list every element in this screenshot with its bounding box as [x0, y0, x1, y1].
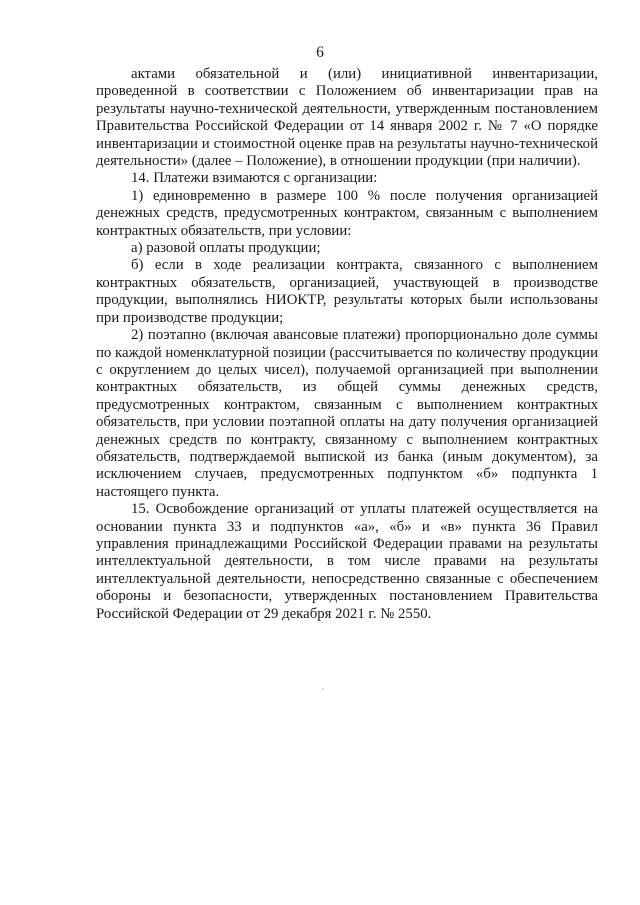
scan-speck — [322, 688, 324, 690]
paragraph-14-item-1b: б) если в ходе реализации контракта, связанного с выполнением контрактных обязательств, организацией, участвующей в производстве продукции, выполнялись НИОКТР, результаты которых были использованы при производстве продукции; — [96, 257, 598, 326]
document-body — [96, 66, 598, 623]
paragraph-14-item-1: 1) единовременно в размере 100 % после получения организацией денежных средств, предусмотренных контрактом, связанным с выполнением контрактных обязательств, при условии: — [96, 187, 598, 239]
page-number: 6 — [316, 44, 324, 61]
paragraph-inventory-acts: актами обязательной и (или) инициативной инвентаризации, проведенной в соответствии с Положением об инвентаризации прав на результаты научно-технической деятельности, утвержденным постановлением Правительства Российской Федерации от 14 января 2002 г. № 7 «О порядке инвентаризации и стоимостной оценке прав на результаты научно-технической деятельности» (далее – Положение), в отношении продукции (при наличии). — [96, 66, 598, 170]
paragraph-14-heading: 14. Платежи взимаются с организации: — [131, 170, 378, 187]
paragraph-14-item-2: 2) поэтапно (включая авансовые платежи) пропорционально доле суммы по каждой номенклатурной позиции (рассчитывается по количеству продукции с округлением до целых чисел), получаемой организацией при выполнении контрактных обязательств, из общей суммы денежных средств, предусмотренных контрактом, связанным с выполнением контрактных обязательств, при условии поэтапной оплаты на дату получения организацией денежных средств по контракту, связанному с выполнением контрактных обязательств, подтверждаемой выпиской из банка (иным документом), за исключением случаев, предусмотренных подпунктом «б» подпункта 1 настоящего пункта. — [96, 327, 598, 500]
paragraph-15: 15. Освобождение организаций от уплаты платежей осуществляется на основании пункта 33 и подпунктов «а», «б» и «в» пункта 36 Правил управления принадлежащими Российской Федерации правами на результаты интеллектуальной деятельности, в том числе правами на результаты интеллектуальной деятельности, непосредственно связанные с обеспечением обороны и безопасности, утвержденных постановлением Правительства Российской Федерации от 29 декабря 2021 г. № 2550. — [96, 501, 598, 622]
paragraph-14-item-1a: а) разовой оплаты продукции; — [131, 240, 321, 257]
